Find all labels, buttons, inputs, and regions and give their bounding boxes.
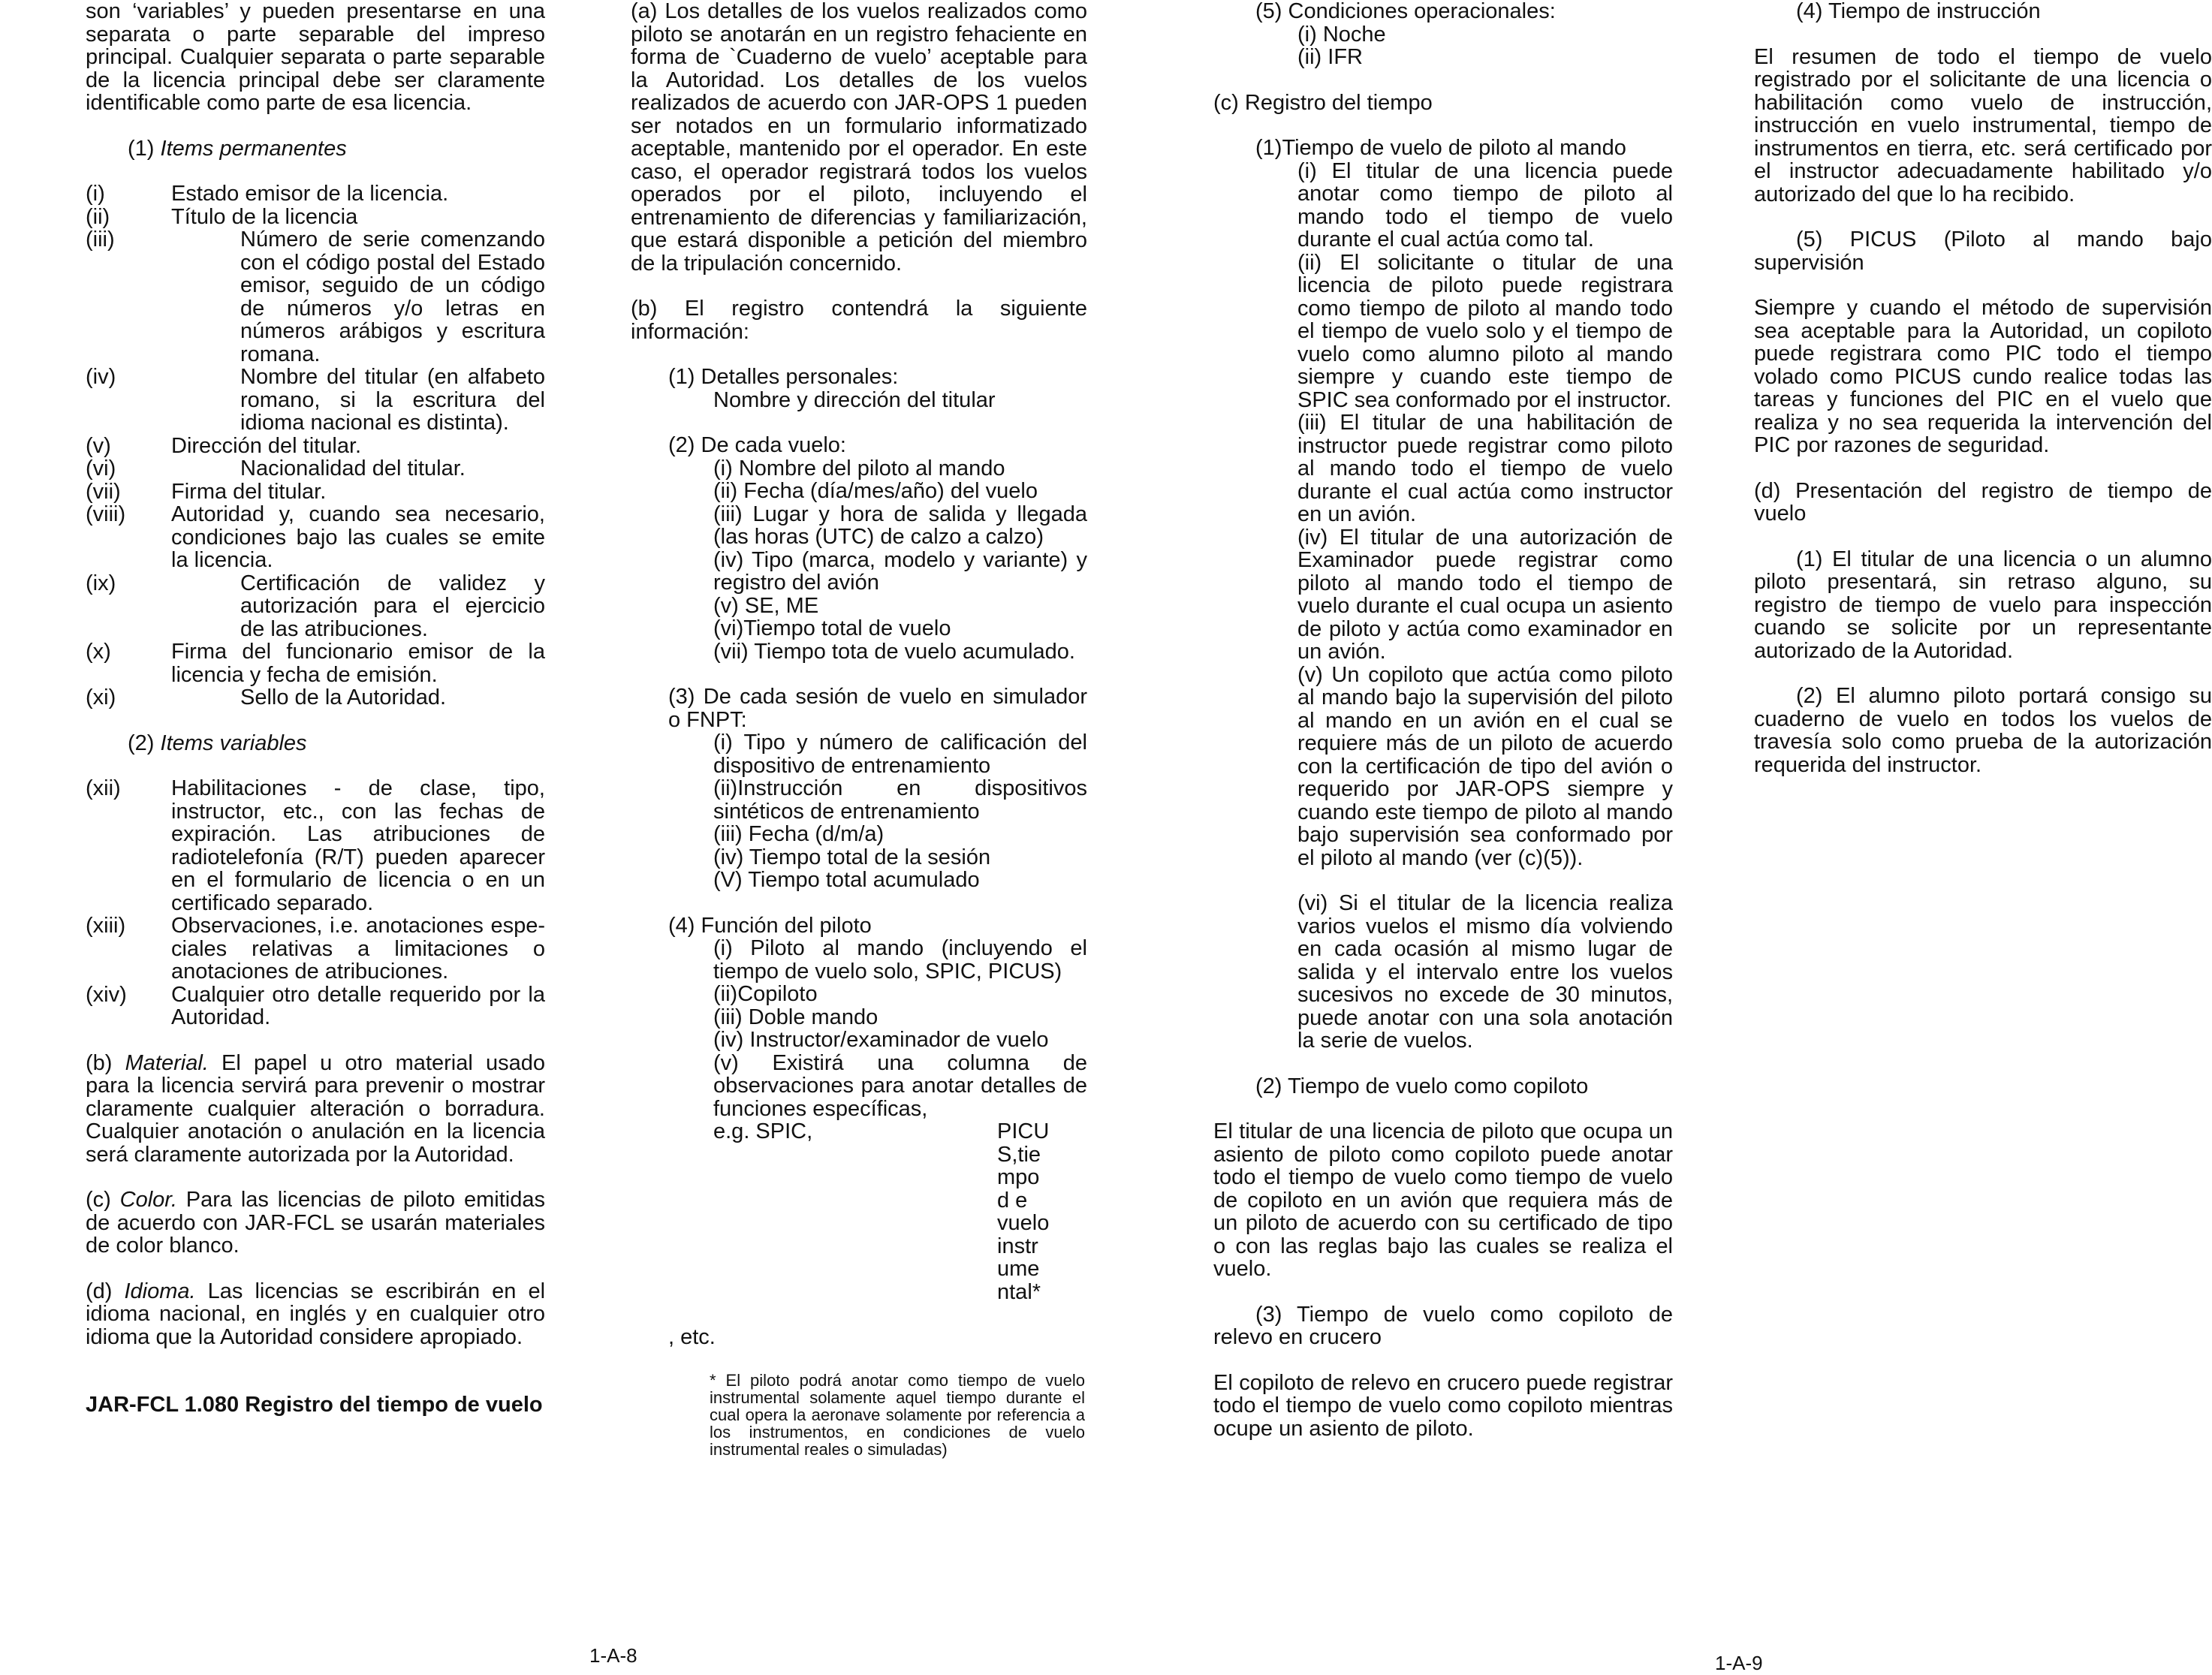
example-row [668, 1120, 1087, 1303]
list-item [86, 182, 545, 206]
list-item [86, 457, 545, 481]
variable-items-heading: (2) Items variables [128, 731, 307, 755]
etc-text: , etc. [668, 1325, 716, 1349]
simulator-detail-line: (ii)Instrucción en dispositivos sintéticos de entrenamiento [713, 776, 1087, 824]
item-number: (xiii) [86, 914, 126, 938]
list-item [86, 572, 545, 641]
item-number: (iii) [86, 227, 115, 252]
item-number: (iv) [86, 365, 116, 389]
personal-details-title: (1) Detalles personales: [668, 365, 899, 389]
list-item [86, 435, 545, 458]
column-1 [86, 0, 545, 1417]
simulator-detail-line: (V) Tiempo total acumulado [713, 868, 980, 892]
item-text: Firma del titular. [171, 479, 327, 504]
pic-time-title: (1)Tiempo de vuelo de piloto al mando [1255, 136, 1626, 160]
pilot-function-line: (ii)Copiloto [713, 982, 818, 1006]
simulator-detail-line: (i) Tipo y número de calificación del dispositivo de entrenamiento [713, 731, 1087, 778]
color-paragraph: (c) Color. Para las licencias de piloto emitidas de acuerdo con JAR-FCL se usarán materiales de color blanco. [86, 1188, 545, 1258]
list-item [86, 914, 545, 984]
copilot-time-text: El titular de una licencia de piloto que ocupa un asiento de piloto como copiloto puede anotar todo el tiempo de vuelo como tiempo de vuelo de copiloto en un avión que requiera más de un piloto de acuerdo con su certificado de tipo o con las reglas bajo las cuales se realiza el vuelo. [1213, 1119, 1673, 1281]
item-number: (ix) [86, 571, 116, 595]
example-right-line: vuelo [997, 1211, 1050, 1235]
page-number-right: 1-A-9 [1715, 1652, 1763, 1674]
example-right-line: ntal* [997, 1279, 1041, 1304]
logbook-presentation-2: (2) El alumno piloto portará consigo su cuaderno de vuelo en todos los vuelos de travesía solo como prueba de la autorización requerida del instructor. [1754, 684, 2212, 777]
relief-copilot-title: (3) Tiempo de vuelo como copiloto de relevo en crucero [1213, 1302, 1673, 1349]
pilot-function-line: (iv) Instructor/examinador de vuelo [713, 1028, 1049, 1052]
section-simulator [631, 685, 1087, 892]
each-flight-lines [668, 457, 1087, 664]
logbook-presentation-title: (d) Presentación del registro de tiempo de vuelo [1754, 478, 2212, 526]
pilot-function-line: (iii) Doble mando [713, 1005, 878, 1029]
item-number: (ii) [86, 204, 110, 229]
pilot-function-title: (4) Función del piloto [668, 913, 872, 938]
pilot-function-lines [668, 937, 1087, 1120]
flight-detail-line: (iv) Tipo (marca, modelo y variante) y registro del avión [713, 547, 1087, 595]
pic-time-item: (ii) El solicitante o titular de una licencia de piloto puede registrara como tiempo de piloto al mando todo el tiempo de vuelo solo y el tiempo de vuelo como alumno piloto al mando siempre y cuando este tiempo de SPIC sea conformado por el instructor. [1297, 250, 1673, 412]
item-text: Número de serie comenzando con el código postal del Estado emisor, seguido de un código de números y/o letras en números arábigos y escritura romana. [240, 227, 545, 366]
example-left: e.g. SPIC, [713, 1119, 813, 1143]
section-personal-details [631, 366, 1087, 411]
item-text: Nombre del titular (en alfabeto romano, si la escritura del idioma nacional es distinta). [240, 365, 545, 435]
item-text: Certificación de validez y autorización para el ejercicio de las atribuciones. [240, 571, 545, 641]
column-3 [1213, 0, 1673, 1440]
section-heading: JAR-FCL 1.080 Registro del tiempo de vuelo [86, 1393, 543, 1417]
flight-detail-line: (i) Nombre del piloto al mando [713, 456, 1005, 481]
each-flight-title: (2) De cada vuelo: [668, 433, 846, 457]
list-item [86, 366, 545, 435]
example-right-line: instr [997, 1234, 1038, 1258]
pic-time-item-vi: (vi) Si el titular de la licencia realiza varios vuelos el mismo día volviendo en cada ocasión al mismo lugar de salida y el intervalo entre los vuelos sucesivos no excede de 30 minutos, puede anotar con una sola anotación la serie de vuelos. [1297, 891, 1673, 1053]
item-text: Dirección del titular. [171, 433, 362, 458]
pic-time-item: (v) Un copiloto que actúa como piloto al mando bajo la supervisión del piloto al mando en un avión en el cual se requiere más de un piloto de acuerdo con la certificación de tipo del avión o requerido por JAR-OPS siempre y cuando este tiempo de piloto al mando bajo supervisión sea conformado por el piloto al mando (ver (c)(5)). [1297, 662, 1673, 870]
list-item [86, 640, 545, 686]
flight-detail-line: (iii) Lugar y hora de salida y llegada (las horas (UTC) de calzo a calzo) [713, 502, 1087, 549]
instruction-time-text: El resumen de todo el tiempo de vuelo registrado por el solicitante de una licencia o habilitación como vuelo de instrucción, instrucción en vuelo instrumental, tiempo de instrumentos en tierra, etc. será certificado por el instructor adecuadamente habilitado y/o autorizado del que lo ha recibido. [1754, 44, 2212, 206]
item-number: (vii) [86, 479, 121, 504]
item-text: Título de la licencia [171, 204, 358, 229]
personal-detail-line: Nombre y dirección del titular [713, 387, 996, 412]
column-2 [631, 0, 1087, 1458]
simulator-title: (3) De cada sesión de vuelo en simulador o FNPT: [668, 685, 1087, 732]
list-item [86, 984, 545, 1029]
example-right-line: d e [997, 1188, 1028, 1213]
simulator-detail-line: (iv) Tiempo total de la sesión [713, 845, 991, 869]
operational-lines [1255, 23, 1673, 69]
copilot-time-title: (2) Tiempo de vuelo como copiloto [1255, 1074, 1589, 1098]
logbook-presentation-1: (1) El titular de una licencia o un alumno piloto presentará, sin retraso alguno, su registro de tiempo de vuelo para inspección cuando se solicite por un representante autorizado de la Autoridad. [1754, 547, 2212, 663]
item-number: (viii) [86, 502, 126, 526]
item-number: (xii) [86, 776, 121, 800]
section-pilot-function [631, 914, 1087, 1349]
list-item [86, 481, 545, 504]
time-record-title: (c) Registro del tiempo [1213, 90, 1433, 115]
item-text: Cualquier otro detalle requerido por la Autoridad. [171, 982, 545, 1029]
flight-detail-line: (vi)Tiempo total de vuelo [713, 616, 951, 640]
picus-text: Siempre y cuando el método de supervisión sea aceptable para la Autoridad, un copiloto puede registrara como PIC todo el tiempo volado como PICUS cundo realice todas las tareas y funciones del PIC en el vuelo que realiza y no sea requerida la intervención del PIC por razones de seguridad. [1754, 296, 2212, 457]
list-item [86, 777, 545, 914]
example-right-line: S,tie [997, 1142, 1041, 1167]
permanent-items-list [86, 182, 545, 709]
page-number-left: 1-A-8 [589, 1644, 637, 1667]
pic-time-item: (iv) El titular de una autorización de Examinador puede registrar como piloto al mando todo el tiempo de vuelo durante el cual ocupa un asiento de piloto y actúa como examinador en un avión. [1297, 525, 1673, 664]
example-right-line: ume [997, 1257, 1040, 1281]
section-pic-time [1213, 137, 1673, 1053]
permanent-items-heading: (1) Items permanentes [128, 136, 347, 161]
instruction-time-title: (4) Tiempo de instrucción [1796, 0, 2041, 23]
example-right-line: mpo [997, 1165, 1040, 1189]
list-item [86, 686, 545, 709]
item-text: Autoridad y, cuando sea necesario, condiciones bajo las cuales se emite la licencia. [171, 502, 545, 572]
simulator-detail-line: (iii) Fecha (d/m/a) [713, 822, 884, 846]
pic-time-item: (i) El titular de una licencia puede anotar como tiempo de piloto al mando todo el tiempo de vuelo durante el cual actúa como tal. [1297, 158, 1673, 252]
item-text: Nacionalidad del titular. [240, 456, 466, 481]
paragraph-b: (b) El registro contendrá la siguiente información: [631, 297, 1087, 344]
item-number: (v) [86, 433, 111, 458]
list-item [86, 228, 545, 366]
item-number: (xiv) [86, 982, 127, 1007]
section-each-flight [631, 434, 1087, 663]
variable-items-list [86, 777, 545, 1029]
column-4 [1754, 0, 2212, 776]
pilot-function-line: (v) Existirá una columna de observaciones para anotar detalles de funciones específicas, [713, 1050, 1087, 1121]
item-number: (vi) [86, 456, 116, 481]
item-text: Habilitaciones - de clase, tipo, instructor, etc., con las fechas de expiración. Las atribuciones de radiotelefonía (R/T) pueden aparecer en el formulario de licencia o en un certificado separado. [171, 776, 545, 915]
example-right [997, 1120, 1087, 1303]
item-number: (x) [86, 640, 111, 664]
language-paragraph: (d) Idioma. Las licencias se escribirán en el idioma nacional, en inglés y en cualquier otro idioma que la Autoridad considere apropiado. [86, 1279, 546, 1349]
picus-title: (5) PICUS (Piloto al mando bajo supervisión [1754, 227, 2212, 275]
operational-line: (i) Noche [1297, 22, 1386, 47]
personal-details-lines [668, 389, 1087, 412]
material-paragraph: (b) Material. El papel u otro material usado para la licencia servirá para prevenir o mostrar claramente cualquier alteración o borradura. Cualquier anotación o anulación en la licencia será claramente autorizada por la Autoridad. [86, 1050, 546, 1167]
list-item [86, 206, 545, 229]
footnote: * El piloto podrá anotar como tiempo de vuelo instrumental solamente aquel tiempo durante el cual opera la aeronave solamente por referencia a los instrumentos, en condiciones de vuelo instrumental reales o simuladas) [710, 1370, 1085, 1459]
flight-detail-line: (vii) Tiempo tota de vuelo acumulado. [713, 639, 1075, 664]
paragraph-a: (a) Los detalles de los vuelos realizados como piloto se anotarán en un registro fehaciente en forma de `Cuaderno de vuelo’ aceptable para la Autoridad. Los detalles de los vuelos realizados de acuerdo con JAR-OPS 1 pueden ser notados en un formulario informatizado aceptable, mantenido por el operador. En este caso, el operador registrará todos los vuelos operados por el piloto, incluyendo el entrenamiento de diferencias y familiarización, que estará disponible a petición del miembro de la tripulación concernido. [631, 0, 1087, 276]
operational-title: (5) Condiciones operacionales: [1255, 0, 1556, 23]
item-text: Estado emisor de la licencia. [171, 182, 449, 206]
pic-time-item: (iii) El titular de una habilitación de instructor puede registrar como piloto al mando todo el tiempo de vuelo durante el cual actúa como instructor en un avión. [1297, 411, 1673, 526]
example-right-line: PICU [997, 1119, 1050, 1143]
flight-detail-line: (v) SE, ME [713, 593, 819, 618]
item-text: Firma del funcionario emisor de la licencia y fecha de emisión. [171, 640, 545, 687]
pic-time-items [1255, 160, 1673, 870]
flight-detail-line: (ii) Fecha (día/mes/año) del vuelo [713, 479, 1038, 503]
item-number: (i) [86, 182, 105, 206]
item-text: Observaciones, i.e. anotaciones espe-ciales relativas a limitaciones o anotaciones de atribuciones. [171, 914, 545, 984]
intro-paragraph: son ‘variables’ y pueden presentarse en una separata o parte separable del impreso principal. Cualquier separata o parte separable de la licencia principal debe ser claramente identificable como parte de esa licencia. [86, 0, 545, 115]
list-item [86, 503, 545, 572]
relief-copilot-text: El copiloto de relevo en crucero puede registrar todo el tiempo de vuelo como copiloto mientras ocupe un asiento de piloto. [1213, 1370, 1673, 1441]
simulator-lines [668, 731, 1087, 892]
pilot-function-line: (i) Piloto al mando (incluyendo el tiempo de vuelo solo, SPIC, PICUS) [713, 936, 1087, 984]
item-number: (xi) [86, 685, 116, 709]
operational-line: (ii) IFR [1297, 45, 1363, 69]
item-text: Sello de la Autoridad. [240, 685, 447, 709]
section-operational [1213, 0, 1673, 69]
